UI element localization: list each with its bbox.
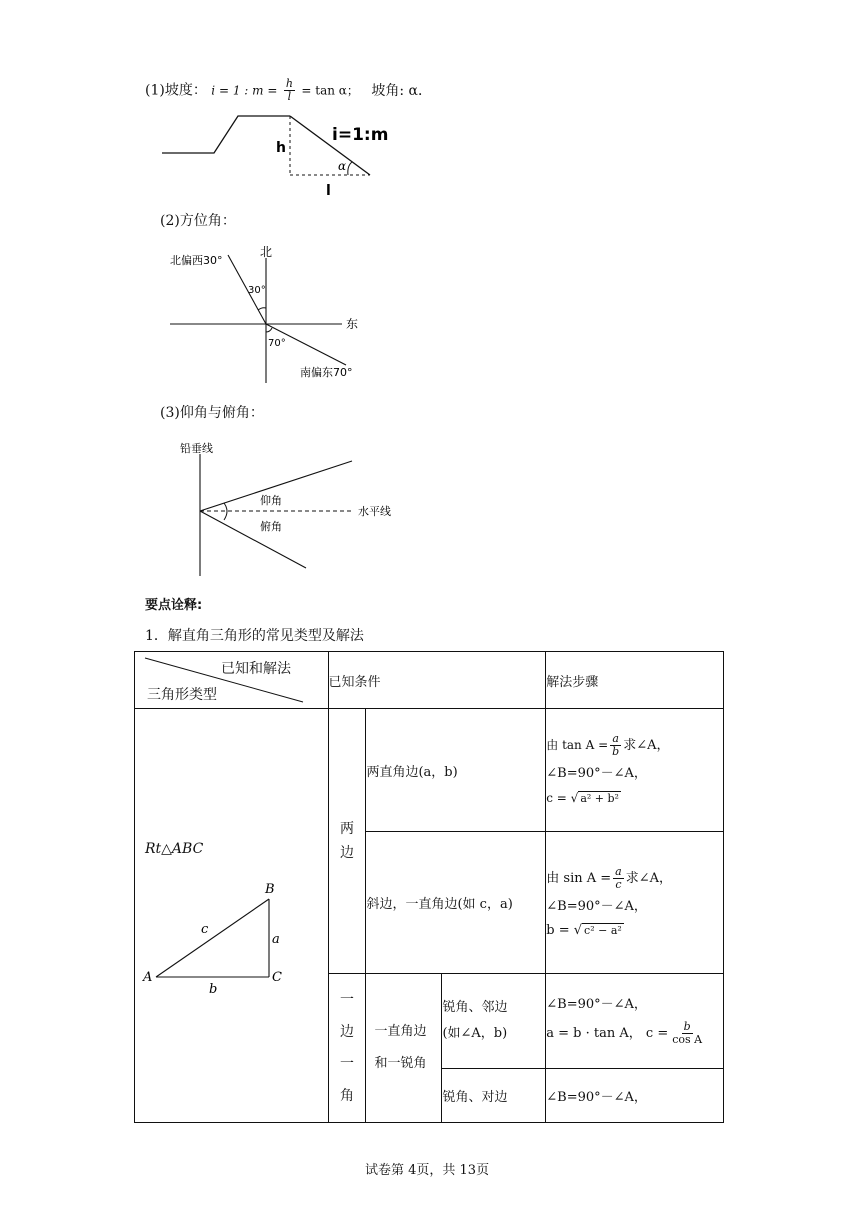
row1-frac-num: a [612, 732, 619, 745]
slope-figure [150, 108, 410, 200]
col-steps-header: 解法步骤 [546, 652, 724, 709]
two-sides-cell [328, 709, 366, 974]
slope-fraction [284, 78, 295, 103]
fig-h-label: h [276, 140, 286, 156]
row2-step3: b = √ c² − a² [546, 923, 622, 938]
slope-angle-label: 坡角: α． [371, 82, 432, 99]
two-sides-label: 两边 [340, 821, 354, 861]
north-label: 北 [260, 245, 273, 259]
diag-top-label: 已知和解法 [221, 661, 291, 677]
page-footer: 试卷第 4页，共 13页 [365, 1163, 490, 1178]
frac-num: h [285, 77, 293, 90]
row3-steps [546, 974, 724, 1069]
row3-frac [670, 1021, 704, 1046]
row3-frac-num: b [683, 1019, 691, 1033]
row3-cond-a: 锐角、邻边 [442, 1000, 508, 1015]
horizontal-label: 水平线 [358, 505, 391, 518]
one-side-one-angle-cell [328, 974, 366, 1123]
row1-s3-pre: c = [546, 791, 567, 805]
row3-cond-b: (如∠A，b) [442, 1026, 508, 1041]
row3-frac-den: cos A [672, 1032, 703, 1046]
row2-step1 [546, 866, 723, 891]
vertical-label: 铅垂线 [180, 442, 213, 455]
elevation-heading: (3)仰角与俯角： [160, 405, 264, 421]
row3-cond [442, 974, 546, 1069]
vertex-a: A [143, 970, 153, 985]
east-label: 东 [346, 317, 359, 331]
frac-den: l [287, 90, 292, 103]
row3-s2-c: c = [645, 1025, 669, 1041]
triangle-cell [135, 709, 329, 1123]
one-side-one-angle-label: 一边一角 [340, 992, 354, 1104]
item1-title: 1．解直角三角形的常见类型及解法 [145, 628, 364, 644]
slope-formula-tail: = tan α； [301, 83, 359, 98]
row1-frac [610, 733, 621, 758]
row1-step3: c = √ a² + b² [546, 791, 619, 805]
row1-step2: ∠B=90°－∠A， [546, 766, 647, 781]
row1-cond: 两直角边(a，b) [366, 709, 546, 832]
row2-s3-pre: b = [546, 923, 570, 938]
triangle-figure [141, 869, 301, 997]
col-known-header: 已知条件 [328, 652, 546, 709]
row2-frac-num: a [615, 865, 622, 878]
depression-label: 俯角 [260, 520, 282, 533]
notes-title: 要点诠释: [145, 598, 203, 613]
fig-i-label: i=1:m [332, 125, 389, 145]
diag-header-cell [135, 652, 329, 709]
vertex-c: C [272, 970, 282, 985]
bearing-figure [160, 240, 390, 388]
elevation-figure [160, 436, 410, 580]
row1-s3-rad: a² + b² [580, 792, 619, 805]
elevation-label: 仰角 [260, 494, 282, 507]
slope-heading [145, 78, 432, 103]
row1-s1-post: 求∠A， [623, 738, 670, 753]
se-label: 南偏东70° [300, 366, 353, 379]
row2-steps [546, 832, 724, 974]
table-row [135, 709, 724, 832]
fig-l-label: l [326, 183, 331, 199]
row2-s3-rad: c² − a² [584, 924, 622, 937]
table-header-row [135, 652, 724, 709]
leg-angle-cell [366, 974, 442, 1123]
slope-label: (1)坡度： [145, 82, 207, 99]
angle70-label: 70° [268, 338, 286, 349]
row2-step2: ∠B=90°－∠A， [546, 899, 647, 914]
row3-step1: ∠B=90°－∠A， [546, 996, 647, 1012]
fig-alpha-label: α [338, 159, 347, 173]
row1-step1 [546, 733, 723, 758]
leg-angle-label: 一直角边和一锐角 [374, 1024, 427, 1071]
slope-formula: i = 1 : m = [211, 83, 278, 98]
side-a: a [272, 932, 280, 947]
side-c: c [201, 922, 209, 937]
row4-cond: 锐角、对边 [442, 1069, 546, 1123]
bearing-heading: (2)方位角： [160, 213, 236, 229]
triangle-label: Rt△ABC [145, 841, 204, 857]
row2-frac-den: c [615, 878, 622, 891]
row1-steps [546, 709, 724, 832]
row3-s2-pre: a = b · tan A， [546, 1025, 642, 1041]
row1-frac-den: b [612, 745, 620, 758]
angle30-label: 30° [248, 285, 266, 296]
row3-step2 [546, 1021, 723, 1046]
row2-frac [613, 866, 624, 891]
diag-bottom-label: 三角形类型 [147, 687, 217, 703]
row2-s1-post: 求∠A， [625, 871, 672, 886]
row1-s1-pre: 由 tan A = [546, 738, 609, 752]
side-b: b [209, 982, 218, 997]
solution-table [134, 651, 724, 1123]
nw-label: 北偏西30° [170, 254, 223, 267]
row4-step1: ∠B=90°－∠A， [546, 1069, 724, 1123]
vertex-b: B [265, 882, 275, 897]
row2-cond: 斜边，一直角边(如 c，a) [366, 832, 546, 974]
row2-s1-pre: 由 sin A = [546, 871, 612, 886]
